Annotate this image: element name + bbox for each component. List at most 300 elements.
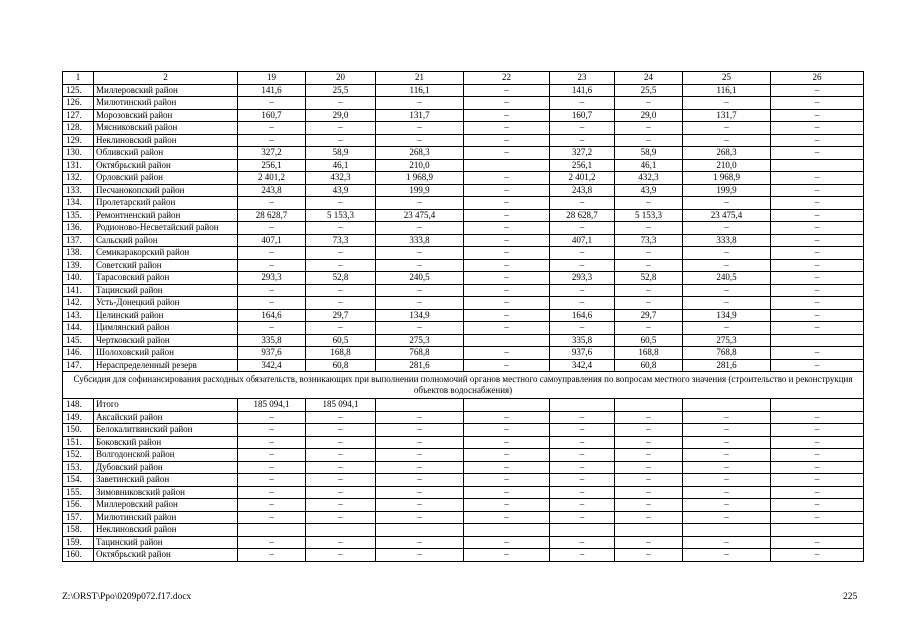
table-row xyxy=(63,474,864,487)
row-number-cell: 145. xyxy=(63,334,94,347)
value-cell: 141,6 xyxy=(550,84,615,97)
value-cell: – xyxy=(683,486,771,499)
value-cell: – xyxy=(550,511,615,524)
value-cell: – xyxy=(683,411,771,424)
value-cell: 134,9 xyxy=(683,309,771,322)
row-number-cell: 151. xyxy=(63,436,94,449)
table-row xyxy=(63,272,864,285)
value-cell: – xyxy=(376,536,464,549)
row-number-cell: 156. xyxy=(63,499,94,512)
value-cell: 164,6 xyxy=(550,309,615,322)
district-name-cell: Миллеровский район xyxy=(94,84,238,97)
value-cell: 342,4 xyxy=(550,359,615,372)
value-cell: – xyxy=(376,474,464,487)
value-cell: – xyxy=(306,411,376,424)
value-cell: – xyxy=(550,322,615,335)
value-cell: – xyxy=(550,284,615,297)
value-cell: – xyxy=(464,411,550,424)
value-cell: – xyxy=(306,247,376,260)
value-cell xyxy=(683,524,771,537)
value-cell xyxy=(615,399,683,412)
value-cell: 199,9 xyxy=(376,184,464,197)
value-cell: – xyxy=(376,549,464,562)
table-row xyxy=(63,122,864,135)
district-name-cell: Милютинский район xyxy=(94,97,238,110)
value-cell: 52,8 xyxy=(615,272,683,285)
table-row xyxy=(63,247,864,260)
value-cell: – xyxy=(771,234,864,247)
value-cell: – xyxy=(550,486,615,499)
value-cell: 73,3 xyxy=(306,234,376,247)
value-cell: – xyxy=(615,436,683,449)
value-cell: – xyxy=(550,424,615,437)
value-cell: – xyxy=(306,297,376,310)
value-cell xyxy=(683,399,771,412)
district-name-cell: Аксайский район xyxy=(94,411,238,424)
table-row xyxy=(63,284,864,297)
value-cell: – xyxy=(238,297,306,310)
value-cell: – xyxy=(238,424,306,437)
district-name-cell: Заветинский район xyxy=(94,474,238,487)
value-cell: – xyxy=(615,284,683,297)
value-cell: – xyxy=(771,222,864,235)
table-row xyxy=(63,347,864,360)
row-number-cell: 127. xyxy=(63,109,94,122)
value-cell: – xyxy=(771,284,864,297)
row-number-cell: 133. xyxy=(63,184,94,197)
value-cell: 43,9 xyxy=(306,184,376,197)
value-cell: 141,6 xyxy=(238,84,306,97)
value-cell: 60,8 xyxy=(615,359,683,372)
value-cell: 268,3 xyxy=(376,147,464,160)
table-row xyxy=(63,309,864,322)
value-cell: 25,5 xyxy=(615,84,683,97)
district-name-cell: Боковский район xyxy=(94,436,238,449)
value-cell: 21 xyxy=(376,72,464,85)
value-cell: – xyxy=(683,297,771,310)
value-cell xyxy=(464,399,550,412)
value-cell: – xyxy=(550,436,615,449)
district-name-cell: Советский район xyxy=(94,259,238,272)
value-cell: – xyxy=(464,284,550,297)
value-cell: – xyxy=(238,134,306,147)
value-cell: – xyxy=(615,424,683,437)
value-cell: – xyxy=(376,424,464,437)
value-cell: – xyxy=(464,197,550,210)
row-number-cell: 148. xyxy=(63,399,94,412)
value-cell xyxy=(771,399,864,412)
value-cell: – xyxy=(376,97,464,110)
row-number-cell: 137. xyxy=(63,234,94,247)
table-row xyxy=(63,411,864,424)
value-cell: – xyxy=(771,109,864,122)
value-cell: 168,8 xyxy=(615,347,683,360)
value-cell: – xyxy=(238,222,306,235)
value-cell: 335,8 xyxy=(238,334,306,347)
row-number-cell: 139. xyxy=(63,259,94,272)
value-cell: – xyxy=(306,122,376,135)
value-cell: 19 xyxy=(238,72,306,85)
table-row xyxy=(63,359,864,372)
value-cell: 407,1 xyxy=(550,234,615,247)
district-name-cell: Ремонтненский район xyxy=(94,209,238,222)
value-cell: – xyxy=(464,259,550,272)
value-cell: 134,9 xyxy=(376,309,464,322)
value-cell: – xyxy=(771,97,864,110)
value-cell xyxy=(464,334,550,347)
value-cell xyxy=(464,524,550,537)
value-cell: – xyxy=(615,134,683,147)
value-cell: – xyxy=(238,247,306,260)
value-cell: – xyxy=(238,322,306,335)
value-cell: 275,3 xyxy=(376,334,464,347)
row-number-cell: 144. xyxy=(63,322,94,335)
district-name-cell: Белокалитвинский район xyxy=(94,424,238,437)
table-row xyxy=(63,549,864,562)
district-name-cell: Пролетарский район xyxy=(94,197,238,210)
value-cell: 23 475,4 xyxy=(376,209,464,222)
value-cell: – xyxy=(550,122,615,135)
value-cell: – xyxy=(306,97,376,110)
row-number-cell: 126. xyxy=(63,97,94,110)
district-name-cell: Октябрьский район xyxy=(94,159,238,172)
value-cell: – xyxy=(771,536,864,549)
value-cell: – xyxy=(464,322,550,335)
value-cell: – xyxy=(550,549,615,562)
district-name-cell: Милютинский район xyxy=(94,511,238,524)
value-cell: – xyxy=(376,247,464,260)
value-cell: – xyxy=(464,247,550,260)
value-cell: – xyxy=(771,247,864,260)
value-cell: 937,6 xyxy=(238,347,306,360)
value-cell: 199,9 xyxy=(683,184,771,197)
value-cell: – xyxy=(306,134,376,147)
table-row xyxy=(63,449,864,462)
value-cell: – xyxy=(306,486,376,499)
value-cell: – xyxy=(683,499,771,512)
district-name-cell: 2 xyxy=(94,72,238,85)
value-cell: – xyxy=(771,309,864,322)
page-number: 225 xyxy=(843,592,858,602)
value-cell: – xyxy=(376,297,464,310)
value-cell: 281,6 xyxy=(683,359,771,372)
value-cell: 268,3 xyxy=(683,147,771,160)
value-cell: – xyxy=(238,536,306,549)
value-cell xyxy=(376,399,464,412)
value-cell: – xyxy=(550,461,615,474)
row-number-cell: 152. xyxy=(63,449,94,462)
value-cell: – xyxy=(550,449,615,462)
value-cell: 5 153,3 xyxy=(306,209,376,222)
table-row xyxy=(63,97,864,110)
row-number-cell: 138. xyxy=(63,247,94,260)
value-cell: 22 xyxy=(464,72,550,85)
value-cell: – xyxy=(550,97,615,110)
value-cell: 256,1 xyxy=(550,159,615,172)
value-cell: – xyxy=(376,486,464,499)
row-number-cell: 130. xyxy=(63,147,94,160)
value-cell: 24 xyxy=(615,72,683,85)
value-cell: – xyxy=(464,172,550,185)
row-number-cell: 146. xyxy=(63,347,94,360)
value-cell: – xyxy=(550,222,615,235)
row-number-cell: 141. xyxy=(63,284,94,297)
value-cell: – xyxy=(771,197,864,210)
row-number-cell: 125. xyxy=(63,84,94,97)
value-cell: – xyxy=(464,109,550,122)
value-cell: – xyxy=(771,359,864,372)
table-row xyxy=(63,322,864,335)
value-cell: – xyxy=(771,322,864,335)
table-row xyxy=(63,159,864,172)
section-heading-row xyxy=(63,372,864,399)
value-cell: – xyxy=(464,359,550,372)
district-name-cell: Тацинский район xyxy=(94,536,238,549)
row-number-cell: 132. xyxy=(63,172,94,185)
value-cell: 768,8 xyxy=(683,347,771,360)
value-cell: – xyxy=(615,486,683,499)
value-cell: 407,1 xyxy=(238,234,306,247)
budget-table xyxy=(62,71,864,562)
value-cell: 293,3 xyxy=(550,272,615,285)
budget-table-sheet xyxy=(62,71,863,562)
value-cell: 768,8 xyxy=(376,347,464,360)
value-cell: – xyxy=(464,272,550,285)
value-cell: – xyxy=(683,536,771,549)
value-cell: – xyxy=(683,474,771,487)
value-cell: 256,1 xyxy=(238,159,306,172)
table-row xyxy=(63,184,864,197)
value-cell: 2 401,2 xyxy=(550,172,615,185)
table-row xyxy=(63,134,864,147)
value-cell: – xyxy=(615,222,683,235)
value-cell: – xyxy=(306,449,376,462)
value-cell: – xyxy=(771,347,864,360)
value-cell: – xyxy=(376,436,464,449)
value-cell: – xyxy=(306,511,376,524)
value-cell: – xyxy=(238,411,306,424)
value-cell: – xyxy=(683,122,771,135)
value-cell: – xyxy=(238,549,306,562)
value-cell: 275,3 xyxy=(683,334,771,347)
value-cell xyxy=(550,524,615,537)
value-cell: 210,0 xyxy=(376,159,464,172)
value-cell: 26 xyxy=(771,72,864,85)
value-cell: – xyxy=(306,197,376,210)
row-number-cell: 153. xyxy=(63,461,94,474)
value-cell: – xyxy=(615,474,683,487)
value-cell: – xyxy=(464,347,550,360)
table-row xyxy=(63,499,864,512)
value-cell: – xyxy=(464,222,550,235)
value-cell: – xyxy=(615,549,683,562)
value-cell: 210,0 xyxy=(683,159,771,172)
district-name-cell: Родионово-Несветайский район xyxy=(94,222,238,235)
district-name-cell: Семикаракорский район xyxy=(94,247,238,260)
value-cell: – xyxy=(464,297,550,310)
value-cell: – xyxy=(771,134,864,147)
value-cell: 60,8 xyxy=(306,359,376,372)
district-name-cell: Зимовниковский район xyxy=(94,486,238,499)
district-name-cell: Целинский район xyxy=(94,309,238,322)
table-row xyxy=(63,424,864,437)
row-number-cell: 149. xyxy=(63,411,94,424)
value-cell: – xyxy=(238,511,306,524)
value-cell: 116,1 xyxy=(376,84,464,97)
value-cell: – xyxy=(550,197,615,210)
value-cell xyxy=(306,524,376,537)
value-cell: 243,8 xyxy=(238,184,306,197)
value-cell: – xyxy=(238,97,306,110)
value-cell: – xyxy=(683,322,771,335)
value-cell: 46,1 xyxy=(306,159,376,172)
value-cell: – xyxy=(464,209,550,222)
value-cell: – xyxy=(771,122,864,135)
value-cell: 23 475,4 xyxy=(683,209,771,222)
value-cell: 5 153,3 xyxy=(615,209,683,222)
value-cell: 160,7 xyxy=(550,109,615,122)
value-cell: – xyxy=(464,499,550,512)
value-cell: – xyxy=(376,322,464,335)
table-row xyxy=(63,461,864,474)
value-cell: – xyxy=(238,474,306,487)
value-cell: – xyxy=(550,411,615,424)
value-cell: – xyxy=(464,486,550,499)
value-cell: – xyxy=(306,499,376,512)
table-row xyxy=(63,334,864,347)
value-cell: 20 xyxy=(306,72,376,85)
file-path: Z:\ORST\Ppo\0209p072.f17.docx xyxy=(62,592,192,602)
value-cell xyxy=(771,159,864,172)
table-row xyxy=(63,524,864,537)
district-name-cell: Неклиновский район xyxy=(94,134,238,147)
value-cell: – xyxy=(615,461,683,474)
value-cell: – xyxy=(771,184,864,197)
value-cell: – xyxy=(771,461,864,474)
value-cell: 73,3 xyxy=(615,234,683,247)
value-cell: – xyxy=(615,297,683,310)
district-name-cell: Дубовский район xyxy=(94,461,238,474)
value-cell: – xyxy=(306,549,376,562)
value-cell: 432,3 xyxy=(306,172,376,185)
value-cell: – xyxy=(464,461,550,474)
value-cell: 28 628,7 xyxy=(238,209,306,222)
value-cell: – xyxy=(464,511,550,524)
value-cell: 46,1 xyxy=(615,159,683,172)
district-name-cell: Обливский район xyxy=(94,147,238,160)
value-cell: 335,8 xyxy=(550,334,615,347)
value-cell: – xyxy=(683,134,771,147)
value-cell: – xyxy=(376,449,464,462)
district-name-cell: Цимлянский район xyxy=(94,322,238,335)
value-cell: – xyxy=(771,147,864,160)
value-cell: – xyxy=(683,97,771,110)
value-cell: – xyxy=(683,424,771,437)
value-cell: – xyxy=(376,499,464,512)
value-cell: – xyxy=(238,449,306,462)
district-name-cell: Тацинский район xyxy=(94,284,238,297)
value-cell: – xyxy=(771,449,864,462)
row-number-cell: 1 xyxy=(63,72,94,85)
district-name-cell: Морозовский район xyxy=(94,109,238,122)
value-cell: 23 xyxy=(550,72,615,85)
value-cell: – xyxy=(306,424,376,437)
row-number-cell: 129. xyxy=(63,134,94,147)
value-cell: – xyxy=(306,536,376,549)
table-row xyxy=(63,297,864,310)
value-cell: – xyxy=(615,411,683,424)
value-cell: – xyxy=(683,247,771,260)
value-cell: 131,7 xyxy=(376,109,464,122)
value-cell: 342,4 xyxy=(238,359,306,372)
value-cell: – xyxy=(464,147,550,160)
value-cell: – xyxy=(771,172,864,185)
value-cell: 937,6 xyxy=(550,347,615,360)
value-cell: – xyxy=(615,536,683,549)
value-cell: 29,7 xyxy=(306,309,376,322)
row-number-cell: 154. xyxy=(63,474,94,487)
value-cell: – xyxy=(615,247,683,260)
value-cell: 25,5 xyxy=(306,84,376,97)
row-number-cell: 158. xyxy=(63,524,94,537)
value-cell: – xyxy=(376,197,464,210)
value-cell xyxy=(238,524,306,537)
value-cell xyxy=(550,399,615,412)
district-name-cell: Октябрьский район xyxy=(94,549,238,562)
value-cell: 185 094,1 xyxy=(238,399,306,412)
value-cell: – xyxy=(238,197,306,210)
value-cell: – xyxy=(615,97,683,110)
value-cell: 1 968,9 xyxy=(376,172,464,185)
value-cell: 116,1 xyxy=(683,84,771,97)
value-cell: 240,5 xyxy=(376,272,464,285)
row-number-cell: 136. xyxy=(63,222,94,235)
value-cell: – xyxy=(464,122,550,135)
value-cell: 333,8 xyxy=(376,234,464,247)
value-cell: – xyxy=(550,134,615,147)
value-cell: – xyxy=(771,209,864,222)
value-cell: 60,5 xyxy=(306,334,376,347)
value-cell xyxy=(771,524,864,537)
value-cell: – xyxy=(771,424,864,437)
value-cell: – xyxy=(238,499,306,512)
value-cell: – xyxy=(771,259,864,272)
district-name-cell: Чертковский район xyxy=(94,334,238,347)
value-cell: – xyxy=(238,284,306,297)
value-cell: – xyxy=(238,122,306,135)
row-number-cell: 147. xyxy=(63,359,94,372)
value-cell: – xyxy=(306,461,376,474)
value-cell: – xyxy=(464,309,550,322)
value-cell: – xyxy=(464,134,550,147)
district-name-cell: Нераспределенный резерв xyxy=(94,359,238,372)
row-number-cell: 140. xyxy=(63,272,94,285)
district-name-cell: Орловский район xyxy=(94,172,238,185)
value-cell: 43,9 xyxy=(615,184,683,197)
value-cell xyxy=(615,524,683,537)
row-number-cell: 159. xyxy=(63,536,94,549)
value-cell: – xyxy=(615,511,683,524)
value-cell: 327,2 xyxy=(238,147,306,160)
row-number-cell: 142. xyxy=(63,297,94,310)
value-cell: 327,2 xyxy=(550,147,615,160)
district-name-cell: Сальский район xyxy=(94,234,238,247)
value-cell: – xyxy=(615,197,683,210)
table-row xyxy=(63,399,864,412)
value-cell: – xyxy=(771,436,864,449)
value-cell: – xyxy=(771,84,864,97)
value-cell: – xyxy=(683,449,771,462)
